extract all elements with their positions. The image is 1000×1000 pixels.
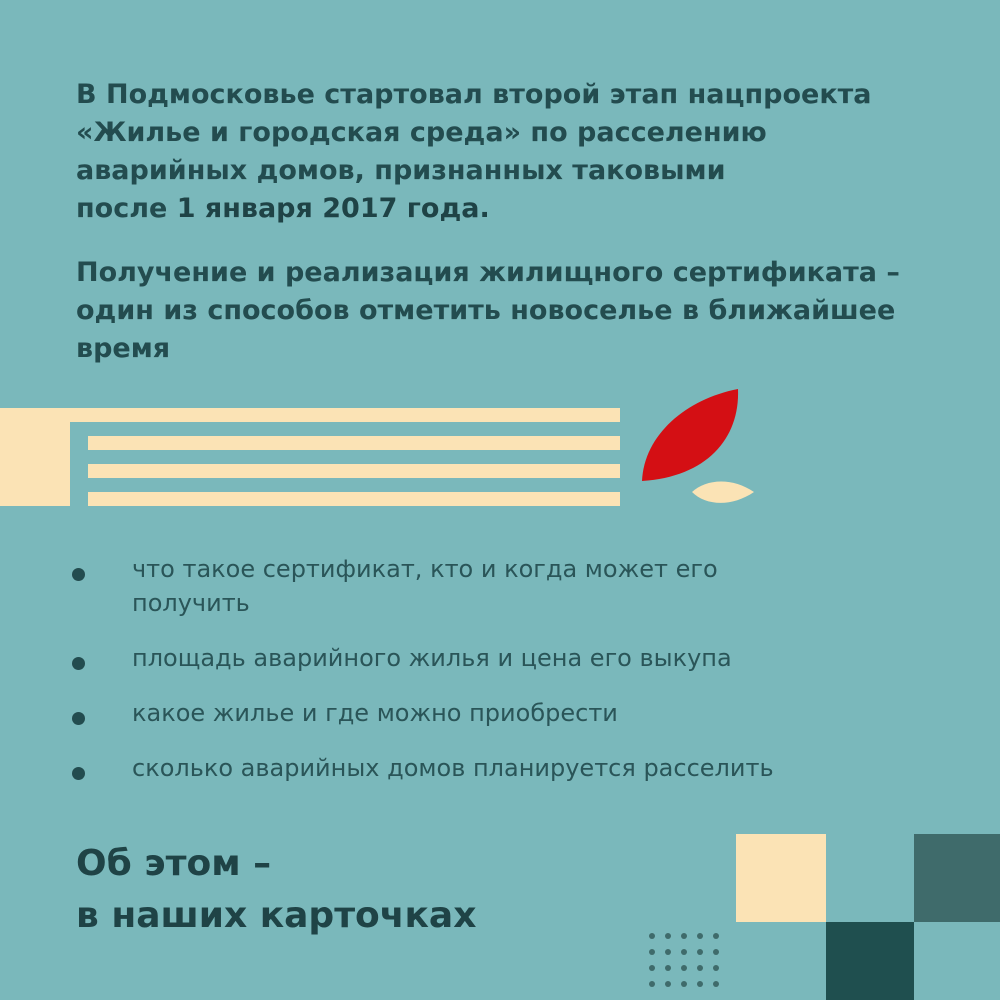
intro-text — [76, 76, 956, 228]
closing-line-2: в наших карточках — [76, 895, 477, 936]
intro2-line-3: время — [76, 333, 171, 364]
stripe-block — [0, 408, 70, 506]
red-leaf-shape — [642, 389, 738, 481]
teal-square — [914, 834, 1000, 922]
stripe-2 — [88, 436, 620, 450]
intro2-line-2: один из способов отметить новоселье в ближайшее — [76, 295, 896, 326]
intro-line-2: «Жилье и городская среда» по расселению — [76, 117, 767, 148]
list-item — [70, 751, 970, 785]
list-item-text: площадь аварийного жилья и цена его выкупа — [132, 644, 732, 672]
topics-list — [70, 552, 970, 806]
intro-line-1: В Подмосковье стартовал второй этап нацпроекта — [76, 79, 872, 110]
closing-text — [76, 838, 476, 942]
list-item-text-1: что такое сертификат, кто и когда может его — [132, 555, 718, 583]
bullet-icon — [72, 568, 85, 581]
bullet-icon — [72, 657, 85, 670]
list-item — [70, 696, 970, 730]
closing-line-1: Об этом – — [76, 843, 272, 884]
dark-teal-square — [826, 922, 914, 1000]
cream-leaf-shape — [692, 481, 754, 502]
cream-square — [736, 834, 826, 922]
squares-decoration — [620, 820, 1000, 1000]
intro-line-4 — [76, 190, 956, 228]
stripes-decoration — [0, 400, 625, 510]
stripe-3 — [88, 464, 620, 478]
list-item-text-2: получить — [132, 589, 250, 617]
bullet-icon — [72, 767, 85, 780]
list-item — [70, 641, 970, 675]
dot-grid-icon — [649, 933, 719, 987]
intro-line-3: аварийных домов, признанных таковыми — [76, 155, 726, 186]
red-leaf-icon — [636, 385, 766, 515]
intro-date: 1 января 2017 года. — [176, 193, 490, 224]
intro-line-4-prefix: после — [76, 193, 177, 224]
list-item-text: какое жилье и где можно приобрести — [132, 699, 618, 727]
intro-secondary-text — [76, 254, 956, 368]
list-item — [70, 552, 970, 620]
intro2-line-1: Получение и реализация жилищного сертификата – — [76, 257, 900, 288]
list-item-text: сколько аварийных домов планируется расселить — [132, 754, 774, 782]
stripe-1 — [0, 408, 620, 422]
stripe-4 — [88, 492, 620, 506]
bullet-icon — [72, 712, 85, 725]
